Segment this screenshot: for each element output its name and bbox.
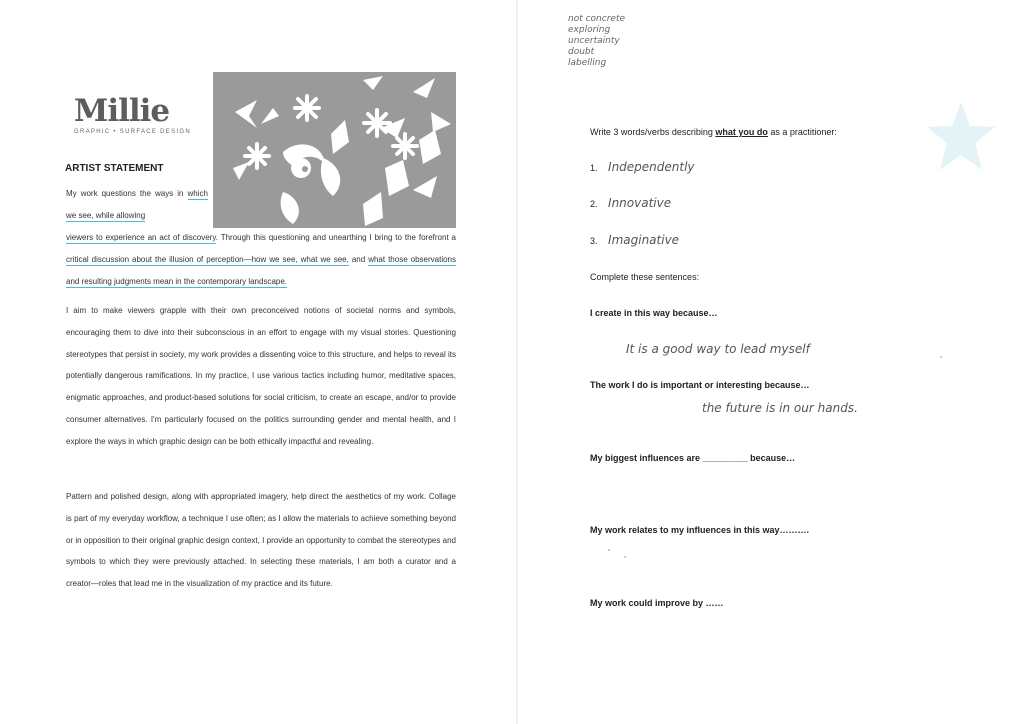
statement-text: and bbox=[348, 254, 369, 264]
handwritten-answer: Independently bbox=[608, 160, 695, 174]
note-line: exploring bbox=[568, 25, 611, 35]
question-important: The work I do is important or interesting because… bbox=[590, 380, 810, 390]
logo-wordmark: Millie bbox=[74, 93, 170, 129]
artist-statement-heading: ARTIST STATEMENT bbox=[65, 163, 164, 174]
question-create: I create in this way because… bbox=[590, 308, 718, 318]
star-icon bbox=[926, 100, 996, 174]
underlined-phrase: critical discussion about the illusion of perception—how we see, what we see, bbox=[66, 254, 349, 264]
statement-paragraph-2: I aim to make viewers grapple with their own preconceived notions of societal norms and symbols, encouraging them to dive into their subconscious in an effort to engage with my visual stories. Questioning stereotypes that persist in society, my work provides a dissenting voice to this structure, and helps to reveal its potentially dangerous ramifications. In my practice, I use various tactics including humor, meditative spaces, enigmatic approaches, and product-based solutions for social criticism, to create an escape, and/or to provide consumer alternatives. I'm particularly focused on the politics surrounding gender and mental health, and I explore the ways in which graphic design can be both ethically impactful and revealing. bbox=[66, 306, 456, 446]
scan-speck bbox=[940, 356, 942, 358]
handwritten-answer: Innovative bbox=[608, 196, 672, 210]
item-number: 1. bbox=[590, 163, 598, 173]
answer-create: It is a good way to lead myself bbox=[626, 342, 810, 356]
handwritten-answer: Imaginative bbox=[608, 233, 680, 247]
statement-paragraph-3: Pattern and polished design, along with appropriated imagery, help direct the aesthetics of my work. Collage is part of my everyday workflow, a technique I use often; as I allow the materials to achieve something beyond or in opposition to their original graphic design context, I provide an opportunity to combat the stereotypes and symbols to which they were previously attached. In selecting these materials, I am both a curator and a creator—roles that lead me in the visualization of my practice and its future. bbox=[66, 492, 456, 589]
question-improve: My work could improve by …… bbox=[590, 598, 724, 608]
answer-item-2 bbox=[590, 196, 671, 210]
note-line: not concrete bbox=[568, 14, 626, 24]
question-text: Write 3 words/verbs describing bbox=[590, 127, 716, 137]
answer-item-3 bbox=[590, 233, 679, 247]
item-number: 3. bbox=[590, 236, 598, 246]
question-influences: My biggest influences are _________ because… bbox=[590, 453, 796, 463]
scan-speck bbox=[608, 549, 610, 551]
logo-subtitle: GRAPHIC • SURFACE DESIGN bbox=[74, 129, 191, 135]
worksheet-question bbox=[590, 127, 837, 137]
item-number: 2. bbox=[590, 199, 598, 209]
question-text: as a practitioner: bbox=[767, 127, 837, 137]
statement-text: My work questions the ways in bbox=[66, 189, 184, 198]
underlined-phrase: viewers to experience an act of discovery bbox=[66, 233, 216, 242]
note-line: labelling bbox=[568, 58, 607, 68]
statement-paragraph-1 bbox=[66, 227, 456, 292]
handwritten-notes bbox=[568, 14, 625, 69]
complete-sentences-label: Complete these sentences: bbox=[590, 272, 700, 282]
millie-logo bbox=[74, 94, 191, 135]
scan-speck bbox=[624, 556, 626, 558]
underlined-phrase: what those observations and resulting judgments mean in the contemporary landscape. bbox=[66, 254, 457, 286]
answer-item-1 bbox=[590, 160, 695, 174]
statement-paragraph-1-start bbox=[66, 183, 208, 227]
underlined-phrase: which we see, while allowing bbox=[66, 189, 208, 220]
pattern-artwork-image bbox=[213, 72, 456, 228]
question-emphasis: what you do bbox=[715, 127, 768, 137]
answer-important: the future is in our hands. bbox=[702, 401, 858, 415]
note-line: doubt bbox=[568, 47, 595, 57]
note-line: uncertainty bbox=[568, 36, 620, 46]
question-relates: My work relates to my influences in this way………. bbox=[590, 525, 810, 535]
statement-text: . Through this questioning and unearthing I bring to the forefront a bbox=[215, 233, 457, 242]
